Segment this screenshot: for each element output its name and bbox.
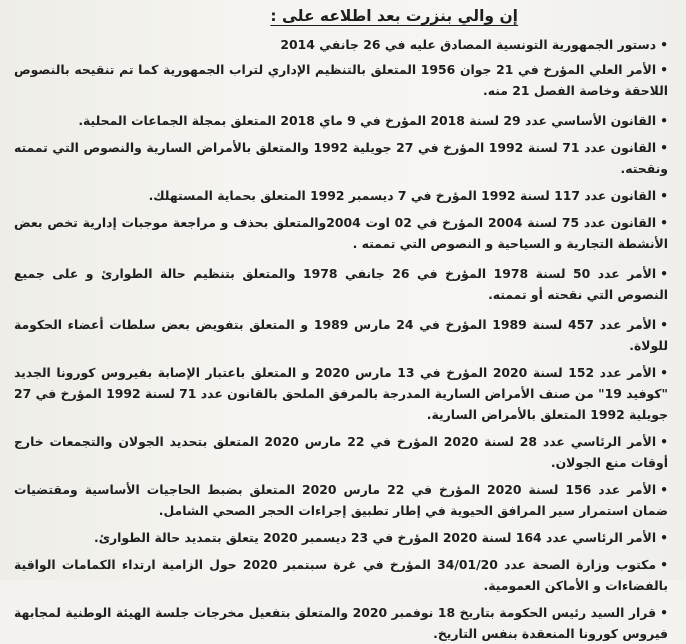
legal-reference-text: القانون عدد 117 لسنة 1992 المؤرخ في 7 ديسمبر 1992 المتعلق بحماية المستهلك. xyxy=(148,188,657,203)
legal-reference-text: القانون الأساسي عدد 29 لسنة 2018 المؤرخ في 9 ماي 2018 المتعلق بمجلة الجماعات المحلية. xyxy=(78,113,657,128)
legal-reference-item xyxy=(14,212,668,254)
bullet-marker: • xyxy=(660,266,668,281)
legal-reference-item xyxy=(14,602,668,644)
bullet-marker: • xyxy=(660,317,669,332)
bullet-marker: • xyxy=(660,188,668,203)
legal-references-list xyxy=(14,34,668,644)
bullet-marker: • xyxy=(660,37,668,52)
legal-reference-text: القانون عدد 71 لسنة 1992 المؤرخ في 27 جويلية 1992 والمتعلق بالأمراض السارية والنصوص التي تممته ونقحته. xyxy=(14,140,668,176)
legal-reference-item xyxy=(14,263,668,305)
legal-reference-text: الأمر عدد 50 لسنة 1978 المؤرخ في 26 جانفي 1978 والمتعلق بتنظيم حالة الطوارئ و على جميع النصوص التي نقحته أو تممته. xyxy=(14,266,668,302)
legal-reference-text: الأمر الرئاسي عدد 164 لسنة 2020 المؤرخ في 23 ديسمبر 2020 يتعلق بتمديد حالة الطوارئ. xyxy=(93,530,657,545)
legal-reference-item xyxy=(14,431,668,473)
bullet-marker: • xyxy=(660,113,668,128)
bullet-marker: • xyxy=(660,215,668,230)
bullet-marker: • xyxy=(660,530,668,545)
bullet-marker: • xyxy=(660,434,668,449)
legal-reference-text: القانون عدد 75 لسنة 2004 المؤرخ في 02 اوت 2004والمتعلق بحذف و مراجعة موجبات إدارية تخص بعض الأنشطة التجارية و السياحية و النصوص التي تممته . xyxy=(14,215,668,251)
legal-reference-item xyxy=(14,137,668,179)
legal-reference-item xyxy=(14,554,668,596)
legal-reference-item xyxy=(14,479,668,521)
bullet-marker: • xyxy=(660,140,669,155)
legal-reference-text: الأمر عدد 152 لسنة 2020 المؤرخ في 13 مارس 2020 و المتعلق باعتبار الإصابة بفيروس كورونا الجديد "كوفيد 19" من صنف الأمراض السارية المدرجة بالمرفق الملحق بالقانون عدد 71 لسنة 1992 المؤرخ في 27 جويلية 1992 المتعلق بالأمراض السارية. xyxy=(14,365,668,422)
legal-reference-text: الأمر عدد 156 لسنة 2020 المؤرخ في 22 مارس 2020 المتعلق بضبط الحاجيات الأساسية ومقتضيات ضمان استمرار سير المرافق الحيوية في إطار تطبيق إجراءات الحجر الصحي الشامل. xyxy=(14,482,668,518)
legal-reference-item xyxy=(14,34,668,55)
legal-reference-text: الأمر الرئاسي عدد 28 لسنة 2020 المؤرخ في 22 مارس 2020 المتعلق بتحديد الجولان والتجمعات خارج أوقات منع الجولان. xyxy=(14,434,668,470)
legal-reference-text: دستور الجمهورية التونسية المصادق عليه في 26 جانفي 2014 xyxy=(280,37,657,52)
bullet-marker: • xyxy=(660,605,668,620)
bullet-marker: • xyxy=(660,62,668,77)
legal-reference-text: قرار السيد رئيس الحكومة بتاريخ 18 نوفمبر 2020 والمتعلق بتفعيل مخرجات جلسة الهيئة الوطنية لمجابهة فيروس كورونا المنعقدة بنفس التاريخ. xyxy=(14,605,668,641)
legal-reference-text: الأمر العلي المؤرخ في 21 جوان 1956 المتعلق بالتنظيم الإداري لتراب الجمهورية كما تم تنقيحه بالنصوص اللاحقة وخاصة الفصل 21 منه. xyxy=(14,62,668,98)
bullet-marker: • xyxy=(660,557,668,572)
legal-reference-text: مكتوب وزارة الصحة عدد 34/01/20 المؤرخ في غرة سبتمبر 2020 حول الزامية ارتداء الكمامات الواقية بالفضاءات و الأماكن العمومية. xyxy=(14,557,668,593)
legal-reference-item xyxy=(14,59,668,101)
bullet-marker: • xyxy=(660,365,668,380)
legal-reference-item xyxy=(14,362,668,425)
legal-reference-item xyxy=(14,110,668,131)
legal-reference-item xyxy=(14,314,668,356)
document-heading: إن والي بنزرت بعد اطلاعه على : xyxy=(270,7,518,25)
legal-reference-text: الأمر عدد 457 لسنة 1989 المؤرخ في 24 مارس 1989 و المتعلق بتفويض بعض سلطات أعضاء الحكومة للولاة. xyxy=(14,317,668,353)
legal-reference-item xyxy=(14,185,668,206)
legal-reference-item xyxy=(14,527,668,548)
bullet-marker: • xyxy=(660,482,669,497)
